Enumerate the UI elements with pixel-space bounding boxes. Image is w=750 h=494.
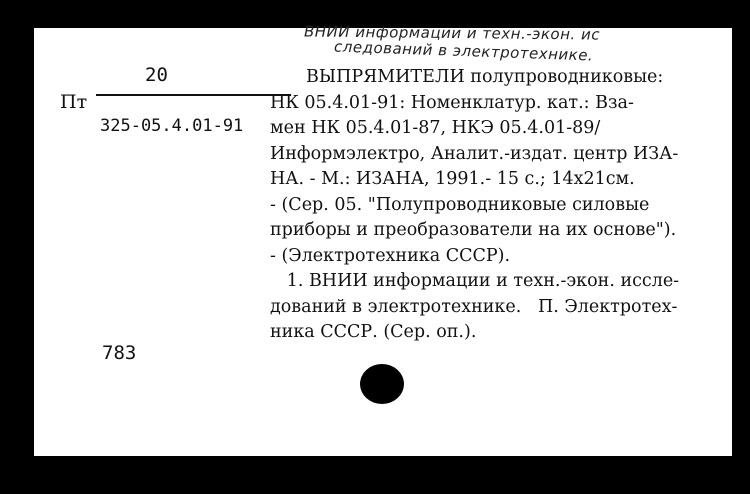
class-number: 20: [145, 64, 168, 86]
divider-rule: [96, 94, 291, 96]
entry-line: - (Сер. 05. "Полупроводниковые силовые: [270, 194, 650, 215]
entry-text: [270, 65, 732, 346]
handwritten-note-line-2: следований в электротехнике.: [333, 37, 594, 65]
entry-line: дований в электротехнике. П. Электротех-: [270, 296, 678, 317]
entry-line: мен НК 05.4.01-87, НКЭ 05.4.01-89/: [270, 118, 601, 138]
entry-line: ВЫПРЯМИТЕЛИ полупроводниковые:: [306, 67, 664, 87]
entry-line: 1. ВНИИ информации и техн.-экон. иссле-: [270, 271, 680, 291]
entry-line: ника СССР. (Сер. оп.).: [270, 322, 477, 342]
card-number: 783: [102, 342, 137, 364]
punch-hole: [360, 364, 404, 404]
entry-line: НА. - М.: ИЗАНА, 1991.- 15 с.; 14х21см.: [270, 169, 635, 189]
entry-line: НК 05.4.01-91: Номенклатур. кат.: Вза-: [270, 92, 634, 113]
handwritten-note-line-1: ВНИИ информации и техн.-экон. ис: [303, 22, 601, 44]
entry-line: приборы и преобразователи на их основе").: [270, 220, 677, 240]
shelf-mark: Пт: [60, 91, 88, 113]
catalog-code: 325-05.4.01-91: [100, 116, 244, 136]
entry-line: Информэлектро, Аналит.-издат. центр ИЗА-: [270, 143, 679, 164]
catalog-card: [34, 22, 732, 456]
entry-line: - (Электротехника СССР).: [270, 245, 511, 266]
